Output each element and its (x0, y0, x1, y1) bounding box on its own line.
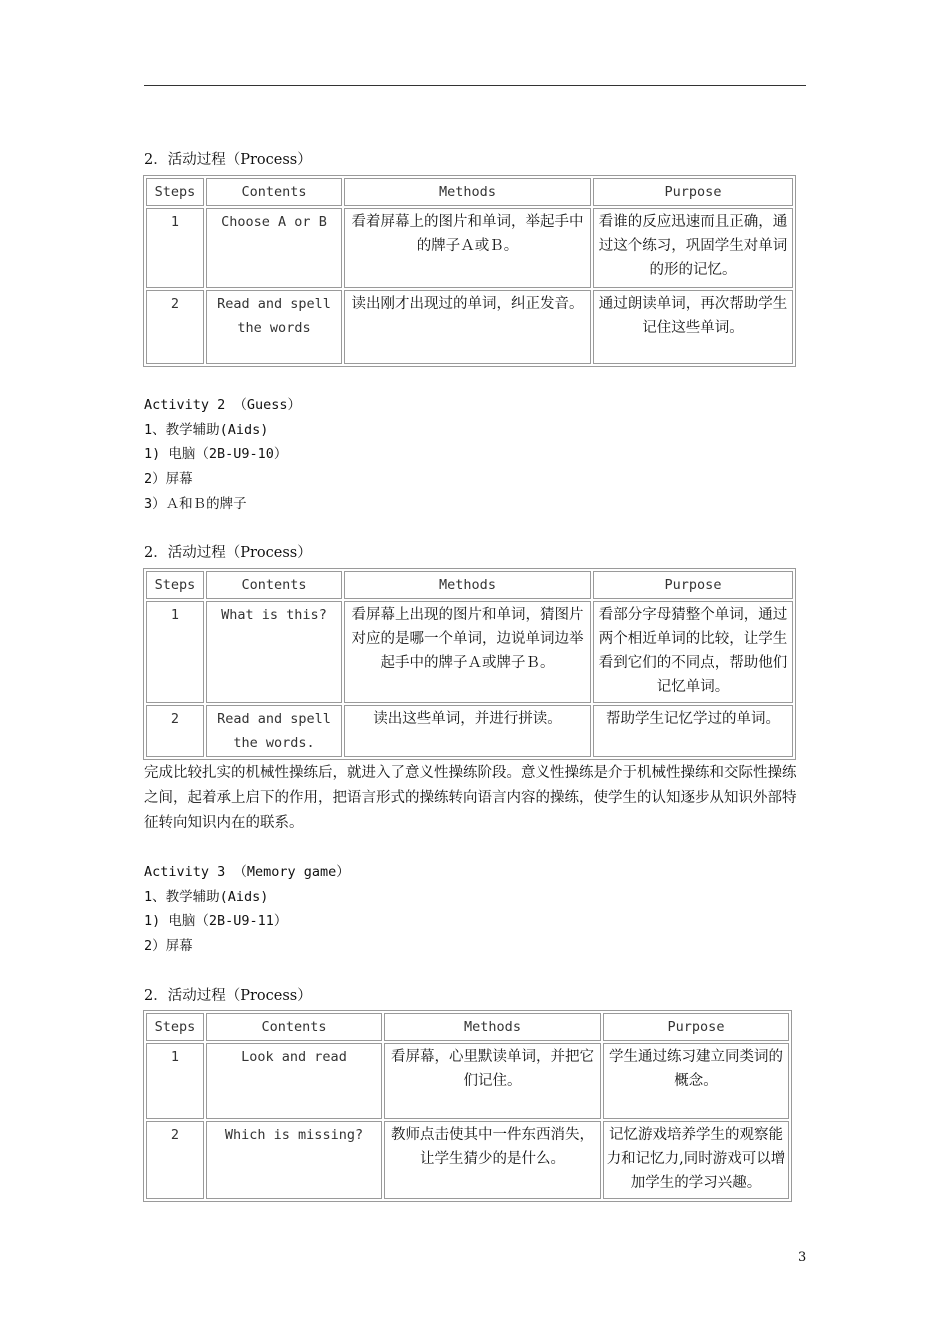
step-cell: 1 (146, 208, 204, 288)
table-row (146, 705, 793, 757)
col-header-methods: Methods (344, 571, 591, 599)
methods-cell: 教师点击使其中一件东西消失，让学生猜少的是什么。 (384, 1121, 601, 1199)
activity-3-item: 2）屏幕 (144, 938, 193, 954)
step-cell: 1 (146, 1043, 204, 1119)
purpose-cell: 学生通过练习建立同类词的概念。 (603, 1043, 789, 1119)
table-row (146, 1043, 789, 1119)
body-paragraph: 完成比较扎实的机械性操练后，就进入了意义性操练阶段。意义性操练是介于机械性操练和交际性操练之间，起着承上启下的作用，把语言形式的操练转向语言内容的操练，使学生的认知逐步从知识外部特征转向知识内在的联系。 (144, 765, 797, 831)
col-header-contents: Contents (206, 178, 342, 206)
process-table-1 (143, 175, 796, 367)
methods-cell: 看着屏幕上的图片和单词，举起手中的牌子Ａ或Ｂ。 (344, 208, 591, 288)
step-cell: 1 (146, 601, 204, 703)
table-header-row (146, 178, 793, 206)
process-heading-3: 2．活动过程（Process） (144, 988, 312, 1004)
col-header-steps: Steps (146, 178, 204, 206)
activity-2-item: 2）屏幕 (144, 471, 193, 487)
methods-cell: 读出刚才出现过的单词，纠正发音。 (344, 290, 591, 364)
purpose-cell: 通过朗读单词，再次帮助学生记住这些单词。 (593, 290, 793, 364)
col-header-steps: Steps (146, 571, 204, 599)
col-header-steps: Steps (146, 1013, 204, 1041)
contents-cell: Read and spell the words. (206, 705, 342, 757)
contents-cell: Choose A or B (206, 208, 342, 288)
purpose-cell: 帮助学生记忆学过的单词。 (593, 705, 793, 757)
header-rule (144, 85, 806, 86)
process-table-3 (143, 1010, 792, 1202)
col-header-contents: Contents (206, 1013, 382, 1041)
activity-2-title: Activity 2 （Guess） (144, 397, 302, 413)
page-number: 3 (798, 1250, 807, 1265)
methods-cell: 看屏幕上出现的图片和单词，猜图片对应的是哪一个单词，边说单词边举起手中的牌子Ａ或牌子Ｂ。 (344, 601, 591, 703)
contents-cell: Read and spell the words (206, 290, 342, 364)
col-header-contents: Contents (206, 571, 342, 599)
purpose-cell: 看部分字母猜整个单词，通过两个相近单词的比较，让学生看到它们的不同点，帮助他们记忆单词。 (593, 601, 793, 703)
table-row (146, 290, 793, 364)
table-row (146, 208, 793, 288)
contents-cell: Which is missing? (206, 1121, 382, 1199)
methods-cell: 看屏幕，心里默读单词，并把它们记住。 (384, 1043, 601, 1119)
purpose-cell: 看谁的反应迅速而且正确，通过这个练习，巩固学生对单词的形的记忆。 (593, 208, 793, 288)
process-table-2 (143, 568, 796, 760)
table-header-row (146, 1013, 789, 1041)
contents-cell: What is this? (206, 601, 342, 703)
table-header-row (146, 571, 793, 599)
activity-2-item: 3）Ａ和Ｂ的牌子 (144, 496, 247, 512)
col-header-methods: Methods (384, 1013, 601, 1041)
table-row (146, 601, 793, 703)
activity-3-title: Activity 3 （Memory game） (144, 864, 350, 880)
activity-2-aids: 1、教学辅助(Aids) (144, 422, 269, 438)
activity-3-item: 1) 电脑（2B-U9-11） (144, 913, 288, 929)
contents-cell: Look and read (206, 1043, 382, 1119)
step-cell: 2 (146, 705, 204, 757)
step-cell: 2 (146, 290, 204, 364)
col-header-methods: Methods (344, 178, 591, 206)
activity-2-item: 1) 电脑（2B-U9-10） (144, 446, 288, 462)
activity-3-aids: 1、教学辅助(Aids) (144, 889, 269, 905)
col-header-purpose: Purpose (593, 178, 793, 206)
col-header-purpose: Purpose (603, 1013, 789, 1041)
col-header-purpose: Purpose (593, 571, 793, 599)
table-row (146, 1121, 789, 1199)
methods-cell: 读出这些单词，并进行拼读。 (344, 705, 591, 757)
process-heading-2: 2．活动过程（Process） (144, 545, 312, 561)
step-cell: 2 (146, 1121, 204, 1199)
purpose-cell: 记忆游戏培养学生的观察能力和记忆力,同时游戏可以增加学生的学习兴趣。 (603, 1121, 789, 1199)
process-heading-1: 2．活动过程（Process） (144, 152, 312, 168)
